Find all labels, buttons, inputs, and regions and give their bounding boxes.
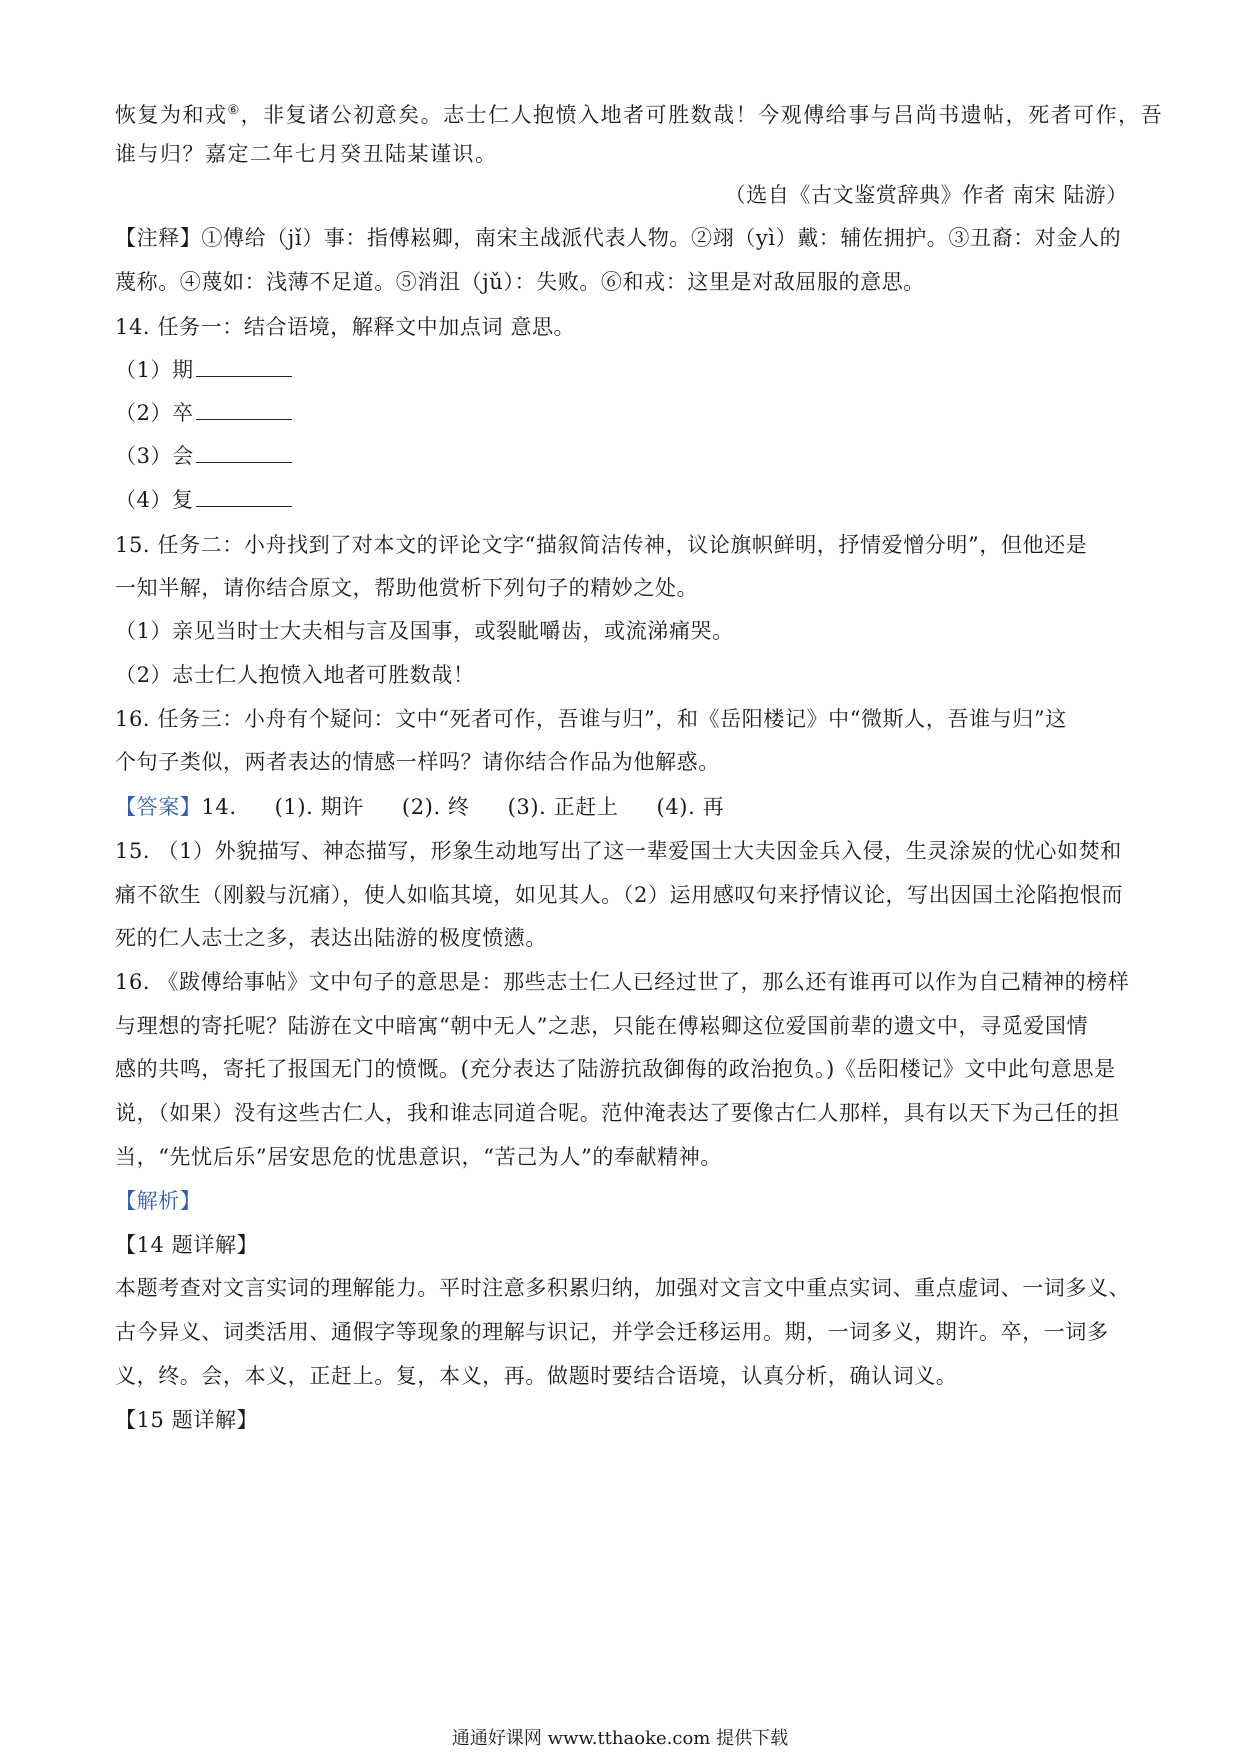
answer-item: (1). 期许 [274, 795, 364, 819]
analysis-heading-15: 【15 题详解】 [115, 1408, 259, 1432]
answer-16-line-5: 当，“先忧后乐”居安思危的忧患意识，“苦己为人”的奉献精神。 [115, 1145, 722, 1169]
item-label: （3）会 [115, 444, 194, 468]
answer-blank[interactable] [196, 488, 292, 507]
answer-blank[interactable] [196, 401, 292, 420]
item-label: （1）期 [115, 358, 194, 382]
question-14-stem: 14. 任务一：结合语境，解释文中加点词 意思。 [115, 315, 576, 339]
answer-blank[interactable] [196, 444, 292, 463]
answer-tag: 【答案】 [115, 795, 202, 819]
analysis-tag: 【解析】 [115, 1189, 202, 1213]
notes-line-2: 蔑称。④蔑如：浅薄不足道。⑤消沮（jǔ）：失败。⑥和戎：这里是对敌屈服的意思。 [115, 270, 925, 294]
question-14-item-4 [115, 485, 292, 515]
answer-item: (4). 再 [656, 795, 725, 819]
answer-15-line-1: 15. （1）外貌描写、神态描写，形象生动地写出了这一辈爱国士大夫因金兵入侵，生灵涂炭的忧心如焚和 [115, 839, 1122, 863]
passage-line-1 [115, 96, 1163, 130]
answer-15-line-3: 死的仁人志士之多，表达出陆游的极度愤懑。 [115, 926, 547, 950]
answer-16-line-1: 16. 《跋傅给事帖》文中句子的意思是：那些志士仁人已经过世了，那么还有谁再可以作为自己精神的榜样 [115, 970, 1130, 994]
analysis-14-line-1: 本题考查对文言实词的理解能力。平时注意多积累归纳，加强对文言文中重点实词、重点虚词、一词多义、 [115, 1276, 1131, 1300]
answer-16-line-3: 感的共鸣，寄托了报国无门的愤慨。(充分表达了陆游抗敌御侮的政治抱负。)《岳阳楼记》文中此句意思是 [115, 1057, 1116, 1081]
question-15-item-2: （2）志士仁人抱愤入地者可胜数哉！ [115, 663, 475, 687]
answer-item: (3). 正赶上 [507, 795, 619, 819]
answer-15-line-2: 痛不欲生（刚毅与沉痛），使人如临其境，如见其人。（2）运用感叹句来抒情议论，写出因国土沦陷抱恨而 [115, 883, 1124, 907]
item-label: （2）卒 [115, 401, 194, 425]
notes-line-1: 【注释】①傅给（jǐ）事：指傅崧卿，南宋主战派代表人物。②翊（yì）戴：辅佐拥护。③丑裔：对金人的 [115, 226, 1122, 250]
analysis-heading-14: 【14 题详解】 [115, 1233, 259, 1257]
answer-14 [115, 792, 724, 822]
question-16-line-1: 16. 任务三：小舟有个疑问：文中“死者可作，吾谁与归”，和《岳阳楼记》中“微斯人，吾谁与归”这 [115, 707, 1067, 731]
analysis-14-line-2: 古今异义、词类活用、通假字等现象的理解与识记，并学会迁移运用。期，一词多义，期许。卒，一词多 [115, 1320, 1109, 1344]
question-16-line-2: 个句子类似，两者表达的情感一样吗？请你结合作品为他解惑。 [115, 750, 720, 774]
question-15-line-2: 一知半解，请你结合原文，帮助他赏析下列句子的精妙之处。 [115, 576, 699, 600]
footnote-marker: ⑥ [227, 103, 241, 118]
item-label: （4）复 [115, 488, 194, 512]
answer-item: (2). 终 [401, 795, 470, 819]
question-15-item-1: （1）亲见当时士大夫相与言及国事，或裂眦嚼齿，或流涕痛哭。 [115, 619, 734, 643]
answer-number: 14. [201, 795, 237, 819]
question-14-item-2 [115, 398, 292, 428]
answer-16-line-2: 与理想的寄托呢？陆游在文中暗寓“朝中无人”之悲，只能在傅崧卿这位爱国前辈的遗文中，寻觅爱国情 [115, 1014, 1089, 1038]
question-15-line-1: 15. 任务二：小舟找到了对本文的评论文字“描叙简洁传神，议论旗帜鲜明，抒情爱憎分明”，但他还是 [115, 533, 1088, 557]
passage-line-2: 谁与归？嘉定二年七月癸丑陆某谨识。 [115, 142, 498, 166]
passage-source: （选自《古文鉴赏辞典》作者 南宋 陆游） [724, 183, 1128, 207]
answer-blank[interactable] [196, 358, 292, 377]
page-footer: 通通好课网 www.tthaoke.com 提供下载 [451, 1728, 789, 1749]
analysis-14-line-3: 义，终。会，本义，正赶上。复，本义，再。做题时要结合语境，认真分析，确认词义。 [115, 1364, 958, 1388]
passage-text: 恢复为和戎 [115, 103, 228, 127]
question-14-item-3 [115, 441, 292, 471]
passage-text: ，非复诸公初意矣。志士仁人抱愤入地者可胜数哉！今观傅给事与吕尚书遗帖，死者可作，吾 [240, 103, 1164, 127]
answer-16-line-4: 说，（如果）没有这些古仁人，我和谁志同道合呢。范仲淹表达了要像古仁人那样，具有以天下为己任的担 [115, 1101, 1120, 1125]
question-14-item-1 [115, 355, 292, 385]
